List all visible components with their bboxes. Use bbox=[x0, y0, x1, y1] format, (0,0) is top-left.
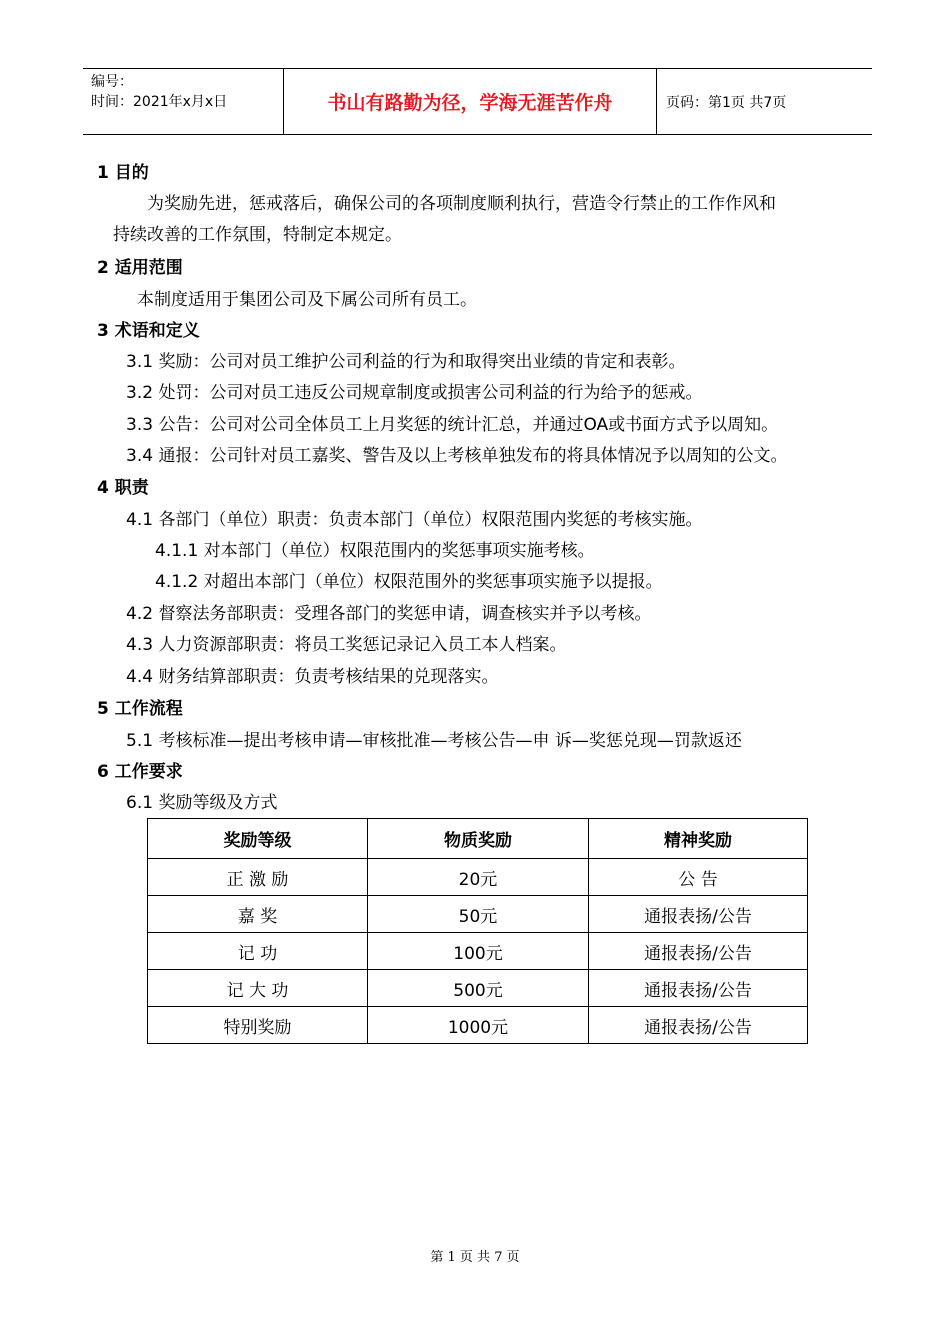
section-4-2: 4.2 督察法务部职责：受理各部门的奖惩申请，调查核实并予以考核。 bbox=[126, 604, 652, 624]
section-3-2: 3.2 处罚：公司对员工违反公司规章制度或损害公司利益的行为给予的惩戒。 bbox=[126, 383, 703, 403]
section-4-1-2: 4.1.2 对超出本部门（单位）权限范围外的奖惩事项实施予以提报。 bbox=[155, 572, 663, 592]
section-6-1: 6.1 奖励等级及方式 bbox=[126, 793, 278, 813]
section-4-4: 4.4 财务结算部职责：负责考核结果的兑现落实。 bbox=[126, 667, 499, 687]
table-row bbox=[148, 933, 808, 970]
table-row bbox=[148, 1007, 808, 1044]
table-cell: 公 告 bbox=[589, 859, 808, 896]
column-header-spiritual: 精神奖励 bbox=[589, 819, 808, 859]
section-4-3: 4.3 人力资源部职责：将员工奖惩记录记入员工本人档案。 bbox=[126, 635, 567, 655]
column-header-level: 奖励等级 bbox=[148, 819, 368, 859]
table-cell: 通报表扬/公告 bbox=[589, 933, 808, 970]
section-3-1: 3.1 奖励：公司对员工维护公司利益的行为和取得突出业绩的肯定和表彰。 bbox=[126, 352, 686, 372]
section-4-1-1: 4.1.1 对本部门（单位）权限范围内的奖惩事项实施考核。 bbox=[155, 541, 595, 561]
section-1-paragraph-line-2: 持续改善的工作氛围，特制定本规定。 bbox=[113, 225, 402, 245]
section-6-title: 6 工作要求 bbox=[97, 762, 183, 782]
table-header-row bbox=[148, 819, 808, 859]
section-4-title: 4 职责 bbox=[97, 478, 149, 498]
table-cell: 50元 bbox=[368, 896, 589, 933]
section-2-paragraph: 本制度适用于集团公司及下属公司所有员工。 bbox=[137, 290, 477, 310]
table-cell: 嘉 奖 bbox=[148, 896, 368, 933]
table-cell: 通报表扬/公告 bbox=[589, 1007, 808, 1044]
header-motto: 书山有路勤为径，学海无涯苦作舟 bbox=[284, 69, 657, 134]
header-meta-cell bbox=[83, 69, 284, 134]
table-cell: 100元 bbox=[368, 933, 589, 970]
table-row bbox=[148, 859, 808, 896]
table-row bbox=[148, 970, 808, 1007]
section-1-title: 1 目的 bbox=[97, 163, 149, 183]
section-3-4: 3.4 通报：公司针对员工嘉奖、警告及以上考核单独发布的将具体情况予以周知的公文。 bbox=[126, 446, 788, 466]
page-footer: 第 1 页 共 7 页 bbox=[430, 1250, 520, 1265]
header-page-info: 页码：第1页 共7页 bbox=[666, 94, 787, 111]
table-cell: 20元 bbox=[368, 859, 589, 896]
table-cell: 1000元 bbox=[368, 1007, 589, 1044]
table-cell: 正 激 励 bbox=[148, 859, 368, 896]
section-5-1: 5.1 考核标准—提出考核申请—审核批准—考核公告—申 诉—奖惩兑现—罚款返还 bbox=[126, 731, 742, 751]
section-3-title: 3 术语和定义 bbox=[97, 321, 200, 341]
section-5-title: 5 工作流程 bbox=[97, 699, 183, 719]
reward-level-table bbox=[147, 818, 808, 1044]
table-cell: 记 功 bbox=[148, 933, 368, 970]
section-1-paragraph-line-1: 为奖励先进，惩戒落后，确保公司的各项制度顺利执行，营造令行禁止的工作作风和 bbox=[147, 194, 776, 214]
section-4-1: 4.1 各部门（单位）职责：负责本部门（单位）权限范围内奖惩的考核实施。 bbox=[126, 510, 703, 530]
section-2-title: 2 适用范围 bbox=[97, 258, 183, 278]
document-header bbox=[83, 68, 872, 135]
column-header-material: 物质奖励 bbox=[368, 819, 589, 859]
table-cell: 特别奖励 bbox=[148, 1007, 368, 1044]
document-date: 时间：2021年x月x日 bbox=[91, 94, 228, 110]
table-row bbox=[148, 896, 808, 933]
table-cell: 通报表扬/公告 bbox=[589, 896, 808, 933]
table-cell: 通报表扬/公告 bbox=[589, 970, 808, 1007]
table-cell: 500元 bbox=[368, 970, 589, 1007]
table-cell: 记 大 功 bbox=[148, 970, 368, 1007]
document-number-label: 编号： bbox=[91, 74, 133, 90]
section-3-3: 3.3 公告：公司对公司全体员工上月奖惩的统计汇总，并通过OA或书面方式予以周知。 bbox=[126, 415, 779, 435]
